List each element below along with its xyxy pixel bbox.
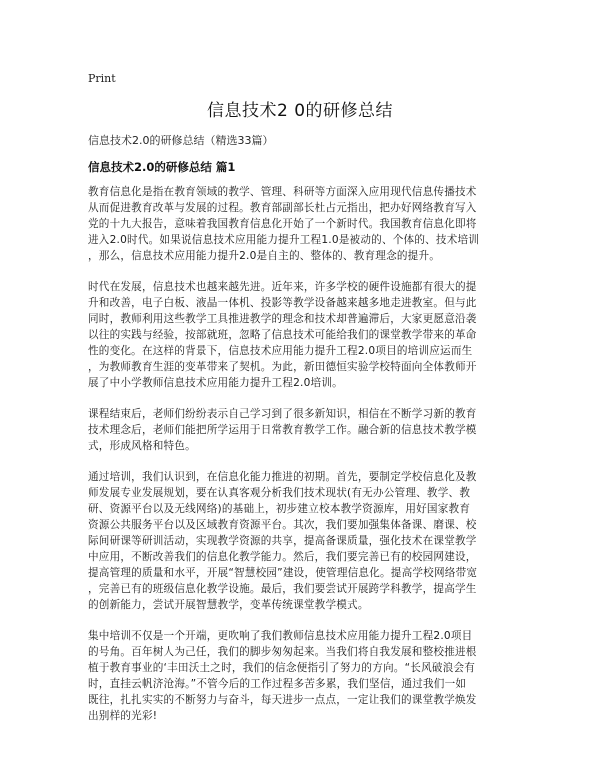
- text-line: 集中培训不仅是一个开端，更吹响了我们教师信息技术应用能力提升工程2.0项目: [88, 630, 473, 642]
- text-line: ，为教师教育生涯的变革带来了契机。为此，新田德恒实验学校特面向全体教师开: [88, 361, 477, 373]
- text-line: 中应用，不断改善我们的信息化教学能力。然后，我们要完善已有的校园网建设，: [88, 551, 477, 563]
- text-line: 师发展专业发展规划，要在认真客观分析我们技术现状(有无办公管理、教学、教: [88, 487, 471, 499]
- paragraph-1: [88, 184, 514, 264]
- text-line: 党的十九大报告，意味着我国教育信息化开始了一个新时代。我国教育信息化即将: [88, 218, 477, 230]
- text-line: 资源公共服务平台以及区域教育资源平台。其次，我们要加强集体备课、磨课、校: [88, 519, 477, 531]
- text-line: 教育信息化是指在教育领域的教学、管理、科研等方面深入应用现代信息传播技术: [88, 186, 477, 198]
- print-link[interactable]: Print: [88, 72, 116, 85]
- paragraph-4: [88, 469, 514, 613]
- text-line: 际间研课等研训活动，实现教学资源的共享，提高备课质量，强化技术在课堂教学: [88, 535, 477, 547]
- text-line: ，那么，信息技术应用能力提升2.0是自主的、整体的、教育理念的提升。: [88, 250, 441, 262]
- paragraph-2: [88, 279, 514, 391]
- document-body: [88, 184, 514, 739]
- text-line: 进入2.0时代。如果说信息技术应用能力提升工程1.0是被动的、个体的、技术培训: [88, 234, 480, 246]
- text-line: 的创新能力，尝试开展智慧教学，变革传统课堂教学模式。: [88, 599, 369, 611]
- text-line: 植于教育事业的‘丰田沃土之时，我们的信念便指引了努力的方向。“长风破浪会有: [88, 662, 476, 674]
- text-line: 课程结束后，老师们纷纷表示自己学习到了很多新知识，相信在不断学习新的教育: [88, 408, 477, 420]
- text-line: 出别样的光彩!: [88, 710, 158, 722]
- paragraph-5: [88, 628, 514, 724]
- text-line: ，完善已有的班级信息化教学设施。最后，我们要尝试开展跨学科教学，提高学生: [88, 583, 477, 595]
- section-heading: 信息技术2.0的研修总结 篇1: [88, 160, 236, 174]
- text-line: 既往，扎扎实实的不断努力与奋斗，每天进步一点点，一定让我们的课堂教学焕发: [88, 694, 477, 706]
- document-subtitle: 信息技术2.0的研修总结（精选33篇）: [88, 134, 274, 147]
- text-line: 展了中小学教师信息技术应用能力提升工程2.0培训。: [88, 377, 343, 389]
- text-line: 时代在发展，信息技术也越来越先进。近年来，许多学校的硬件设施都有很大的提: [88, 281, 477, 293]
- text-line: 从而促进教育改革与发展的过程。教育部副部长杜占元指出，把办好网络教育写入: [88, 202, 477, 214]
- text-line: 通过培训，我们认识到，在信息化能力推进的初期。首先，要制定学校信息化及教: [88, 471, 477, 483]
- text-line: 升和改善，电子白板、液晶一体机、投影等教学设备越来越多地走进教室。但与此: [88, 297, 477, 309]
- text-line: 同时，教师利用这些教学工具推进教学的理念和技术却普遍滞后，大家更愿意沿袭: [88, 313, 477, 325]
- text-line: 的号角。百年树人为己任，我们的脚步匆匆起来。当我们将自我发展和整校推进根: [88, 646, 477, 658]
- text-line: 时，直挂云帆济沧海。”不管今后的工作过程多苦多累，我们坚信，通过我们一如: [88, 678, 467, 690]
- text-line: 性的变化。在这样的背景下，信息技术应用能力提升工程2.0项目的培训应运而生: [88, 345, 473, 357]
- text-line: 提高管理的质量和水平，开展“智慧校园”建设，使管理信息化。提高学校网络带宽: [88, 567, 478, 579]
- text-line: 以往的实践与经验，按部就班，忽略了信息技术可能给我们的课堂教学带来的革命: [88, 329, 477, 341]
- text-line: 技术理念后，老师们能把所学运用于日常教育教学工作。融合新的信息技术教学模: [88, 424, 477, 436]
- text-line: 式，形成风格和特色。: [88, 440, 196, 452]
- document-title: 信息技术2 0的研修总结: [206, 101, 394, 121]
- text-line: 研、资源平台以及无线网络)的基础上，初步建立校本教学资源库，用好国家教育: [88, 503, 471, 515]
- paragraph-3: [88, 406, 514, 454]
